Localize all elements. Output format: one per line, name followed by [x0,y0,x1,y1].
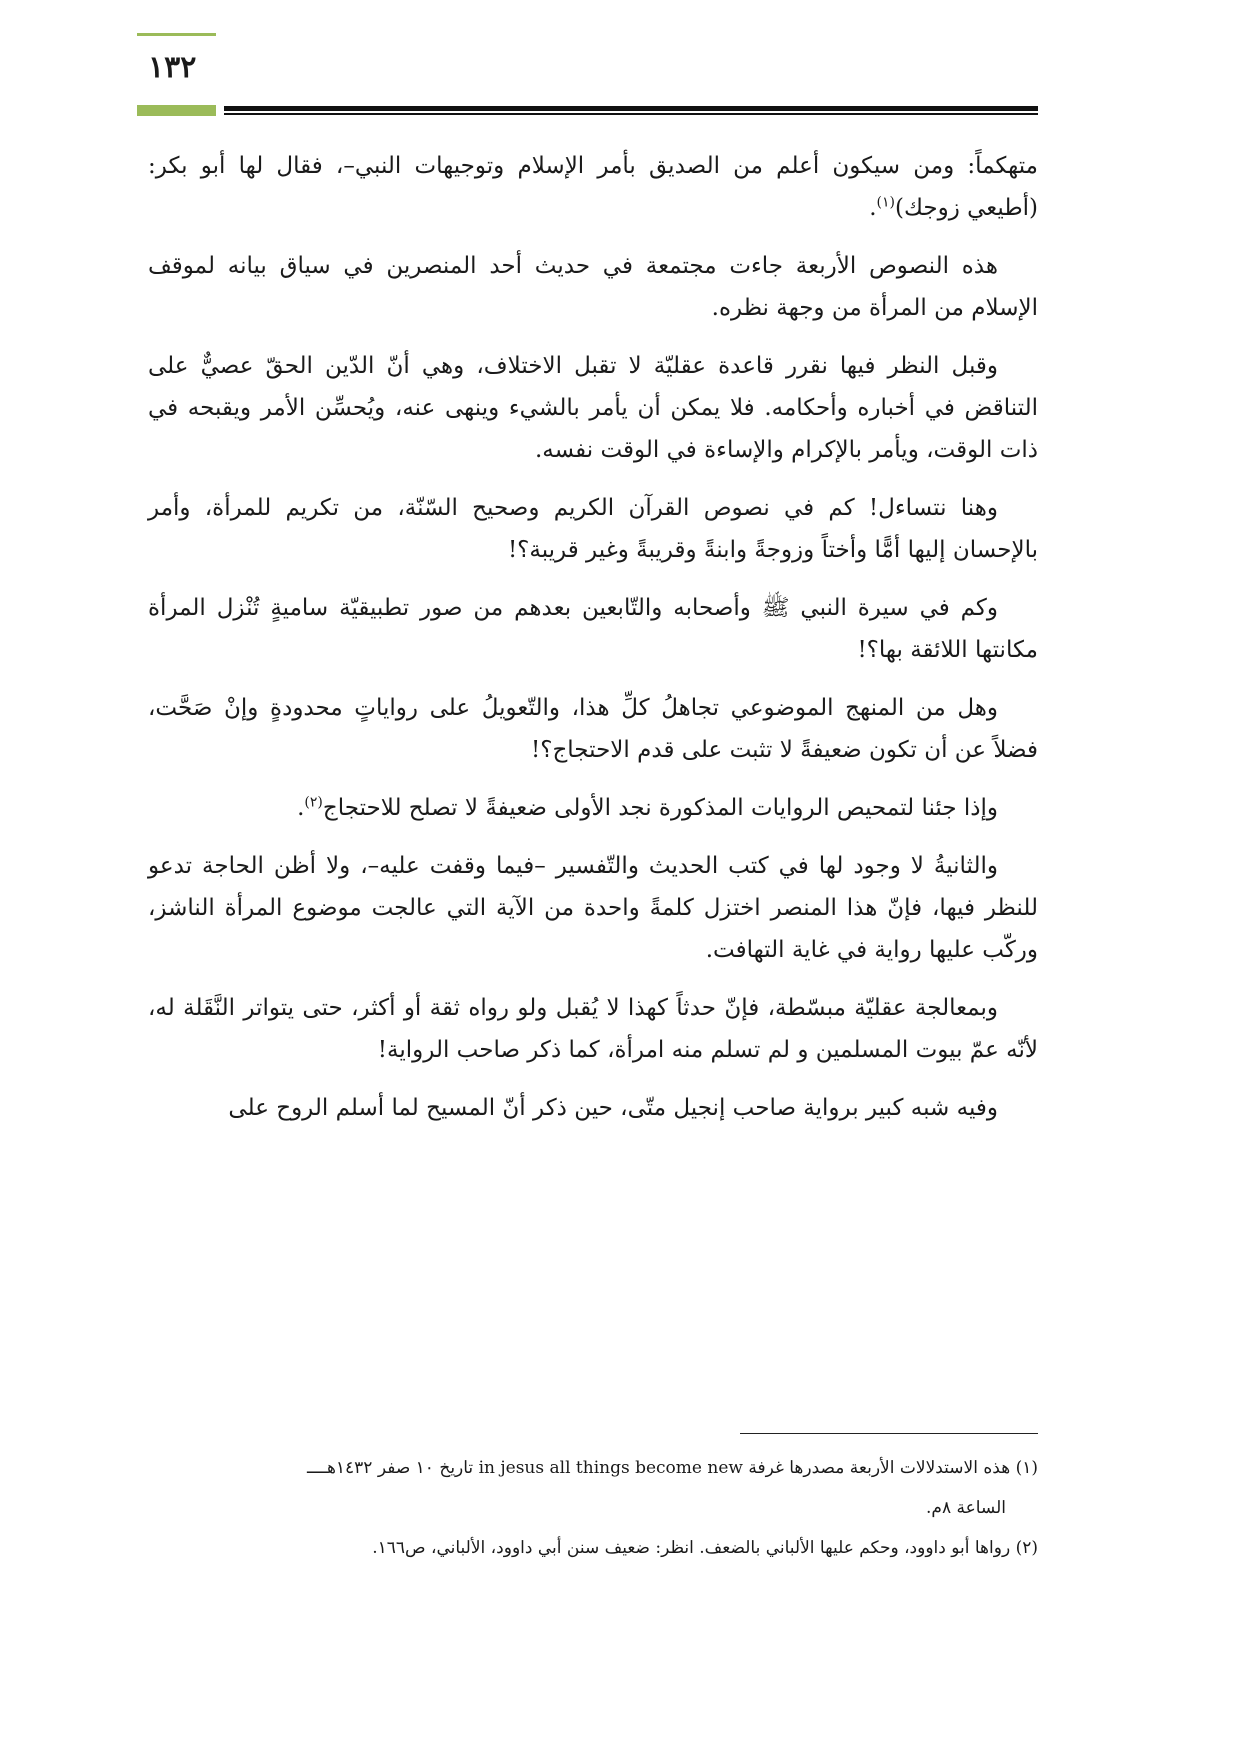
paragraph-9: وبمعالجة عقليّة مبسّطة، فإنّ حدثاً كهذا لا يُقبل ولو رواه ثقة أو أكثر، حتى يتواتر النَّقَلة له، لأنّه عمّ بيوت المسلمين و لم تسلم منه امرأة، كما ذكر صاحب الرواية! [148,995,1038,1063]
paragraph-5: وكم في سيرة النبي ﷺ وأصحابه والتّابعين بعدهم من صور تطبيقيّة ساميةٍ تُنْزل المرأة مكانتها اللائقة بها؟! [148,595,1038,663]
header-rule-thick [224,106,1038,111]
paragraph-2: هذه النصوص الأربعة جاءت مجتمعة في حديث أحد المنصرين في سياق بيانه لموقف الإسلام من المرأة من وجهة نظره. [148,253,1038,321]
header-rule-thin [224,113,1038,115]
paragraph-4: وهنا نتساءل! كم في نصوص القرآن الكريم وصحيح السّنّة، من تكريم للمرأة، وأمر بالإحسان إليها أمًّا وأختاً وزوجةً وابنةً وقريبةً وغير قريبة؟! [148,495,1038,563]
body-text [148,145,1038,1145]
footnote-ref-1[interactable]: (١) [876,194,896,211]
paragraph-3: وقبل النظر فيها نقرر قاعدة عقليّة لا تقبل الاختلاف، وهي أنّ الدّين الحقّ عصيٌّ على التناقض في أخباره وأحكامه. فلا يمكن أن يأمر بالشيء وينهى عنه، ويُحسِّن الأمر ويقبحه في ذات الوقت، ويأمر بالإكرام والإساءة في الوقت نفسه. [148,353,1038,463]
paragraph-1: متهكماً: ومن سيكون أعلم من الصديق بأمر الإسلام وتوجيهات النبي–، فقال لها أبو بكر: (أطيعي زوجك)$^{(١)}$. [148,153,1038,221]
footnote-1-continuation: الساعة ٨م. [926,1498,1006,1518]
top-accent-line [137,33,216,36]
footnotes [148,1448,1038,1568]
paragraph-10: وفيه شبه كبير برواية صاحب إنجيل متّى، حين ذكر أنّ المسيح لما أسلم الروح على [228,1095,998,1121]
footnote-1: (١) هذه الاستدلالات الأربعة مصدرها غرفة in jesus all things become new تاريخ ١٠ صفر ١٤٣٢هــــ [307,1458,1038,1478]
paragraph-7: وإذا جئنا لتمحيص الروايات المذكورة نجد الأولى ضعيفةً لا تصلح للاحتجاج$^{(٢)}$. [297,794,998,821]
footnote-2: (٢) رواها أبو داوود، وحكم عليها الألباني بالضعف. انظر: ضعيف سنن أبي داوود، الألباني، ص١٦٦. [372,1538,1038,1558]
footnote-separator [740,1433,1038,1434]
page-number: ١٣٢ [148,50,197,85]
paragraph-6: وهل من المنهج الموضوعي تجاهلُ كلِّ هذا، والتّعويلُ على رواياتٍ محدودةٍ وإنْ صَحَّت، فضلاً عن أن تكون ضعيفةً لا تثبت على قدم الاحتجاج؟! [148,695,1038,763]
header-green-bar [137,105,216,116]
paragraph-8: والثانيةُ لا وجود لها في كتب الحديث والتّفسير –فيما وقفت عليه–، ولا أظن الحاجة تدعو للنظر فيها، فإنّ هذا المنصر اختزل كلمةً واحدة من الآية التي عالجت موضوع المرأة الناشز، وركّب عليها رواية في غاية التهافت. [148,853,1038,963]
footnote-ref-2[interactable]: (٢) [304,794,323,811]
